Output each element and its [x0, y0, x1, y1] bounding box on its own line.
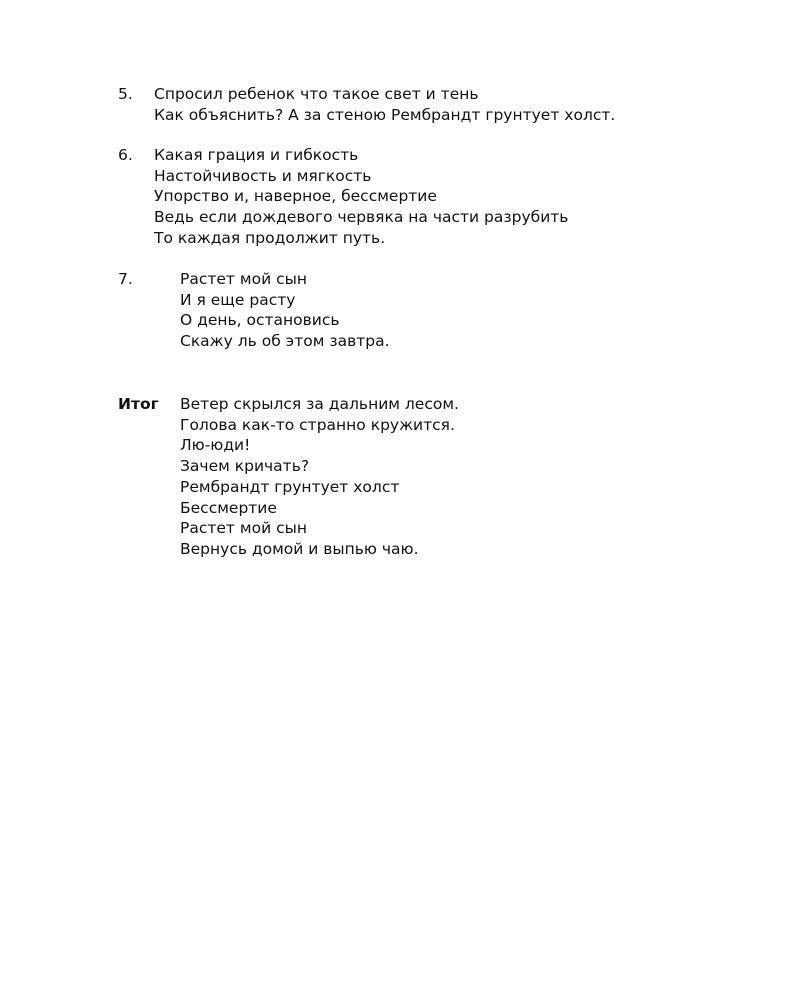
stanza-5 — [118, 84, 615, 125]
poem-line: Растет мой сын — [180, 519, 307, 538]
poem-line: И я еще расту — [180, 290, 296, 309]
stanza-summary — [118, 394, 459, 560]
poem-line: Упорство и, наверное, бессмертие — [154, 187, 437, 206]
stanza-7 — [118, 269, 390, 352]
poem-line: Настойчивость и мягкость — [154, 166, 372, 185]
poem-line: Какая грация и гибкость — [154, 146, 359, 164]
stanza-number: 5. — [118, 85, 133, 103]
poem-line: Вернусь домой и выпью чаю. — [180, 539, 419, 558]
poem-line: Спросил ребенок что такое свет и тень — [154, 85, 479, 103]
stanza-number: 6. — [118, 146, 133, 164]
poem-line: Ведь если дождевого червяка на части разрубить — [154, 208, 569, 227]
poem-line: Как объяснить? А за стеною Рембрандт грунтует холст. — [154, 105, 616, 124]
poem-line: Лю-юди! — [180, 436, 251, 455]
poem-line: Бессмертие — [180, 498, 277, 517]
poem-line: О день, остановись — [180, 311, 340, 330]
stanza-lines — [180, 269, 390, 352]
summary-label: Итог — [118, 395, 159, 413]
stanza-lines — [154, 145, 568, 249]
poem-line: То каждая продолжит путь. — [154, 228, 386, 247]
stanza-lines — [154, 84, 615, 125]
poem-line: Растет мой сын — [180, 270, 307, 288]
stanza-lines — [180, 394, 459, 560]
stanza-6 — [118, 145, 568, 249]
poem-line: Рембрандт грунтует холст — [180, 477, 400, 496]
poem-line: Зачем кричать? — [180, 457, 310, 476]
poem-line: Скажу ль об этом завтра. — [180, 332, 390, 351]
stanza-number: 7. — [118, 270, 133, 288]
poem-line: Ветер скрылся за дальним лесом. — [180, 395, 459, 413]
poem-line: Голова как-то странно кружится. — [180, 415, 455, 434]
